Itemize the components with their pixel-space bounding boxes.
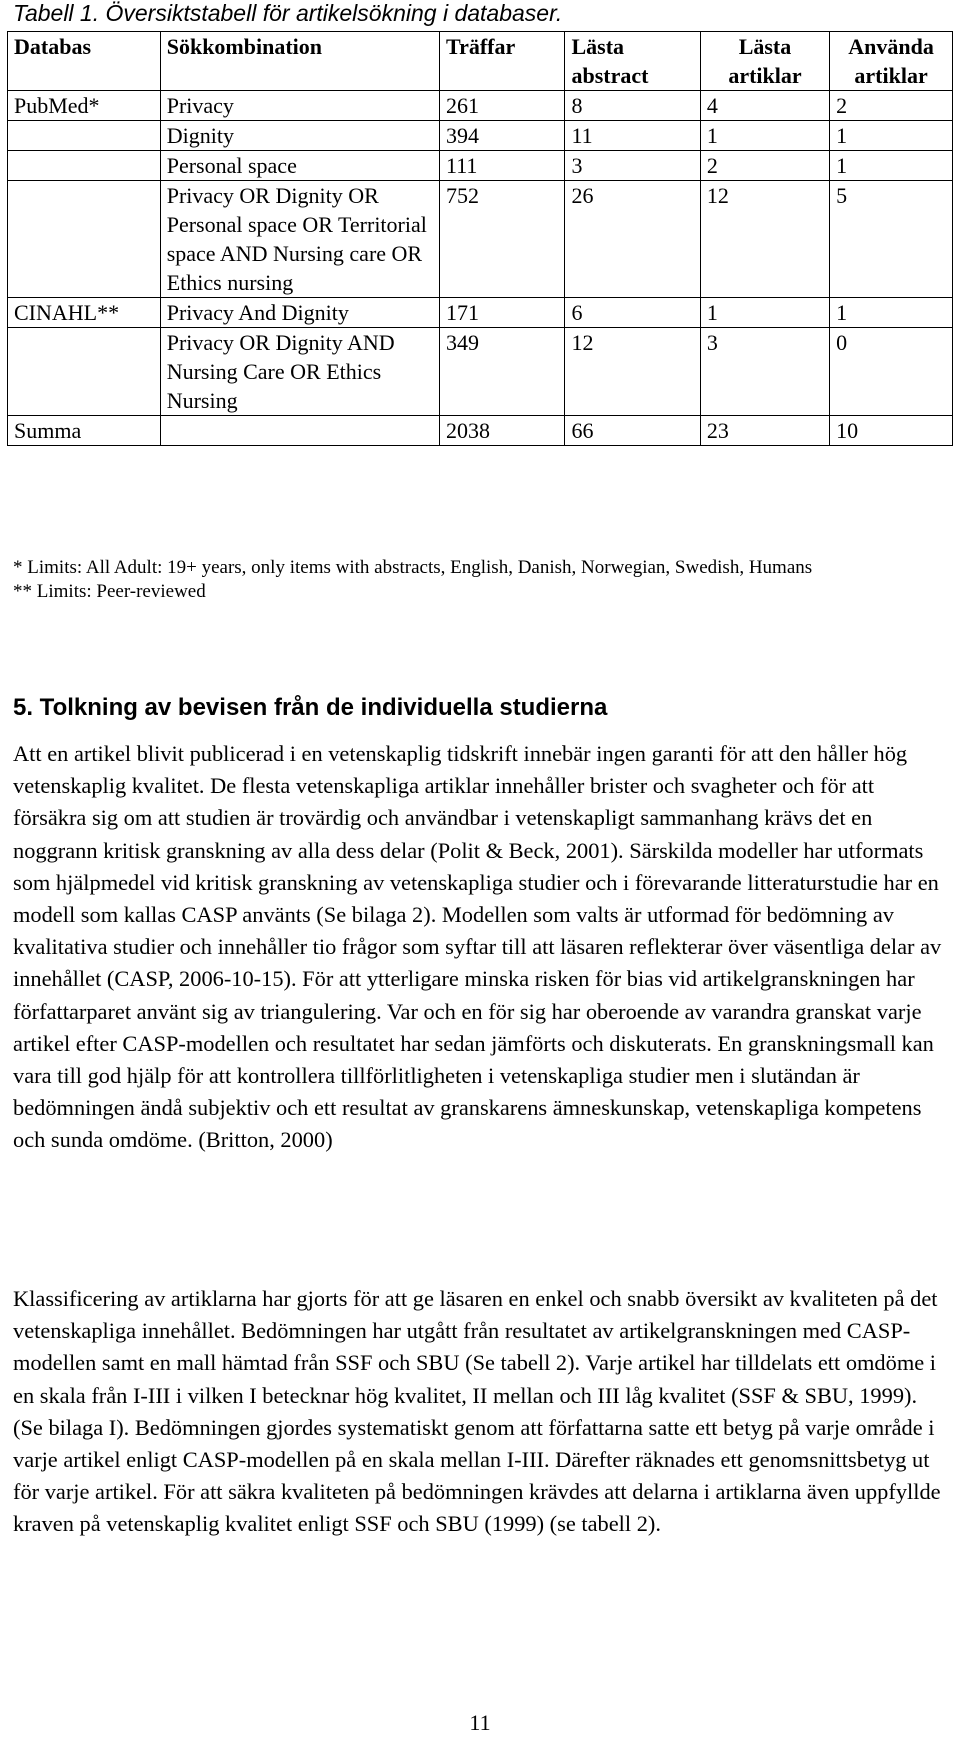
cell-search-combination: Dignity: [160, 121, 439, 151]
cell-read-abstracts: 6: [565, 298, 700, 328]
cell-read-abstracts: 8: [565, 91, 700, 121]
table-footnotes: [13, 556, 948, 604]
cell-read-articles: 12: [700, 181, 829, 298]
table-row: [8, 151, 953, 181]
cell-read-articles: 4: [700, 91, 829, 121]
cell-total-label: Summa: [8, 416, 161, 446]
cell-database: [8, 151, 161, 181]
table-header-row: [8, 32, 953, 91]
cell-database: [8, 121, 161, 151]
cell-total-used: 10: [830, 416, 953, 446]
table-row: [8, 328, 953, 416]
table-row: [8, 91, 953, 121]
cell-hits: 171: [440, 298, 565, 328]
cell-search-combination: Privacy OR Dignity OR Personal space OR Territorial space AND Nursing care OR Ethics nursing: [160, 181, 439, 298]
footnote-limits-pubmed: * Limits: All Adult: 19+ years, only items with abstracts, English, Danish, Norwegian, Swedish, Humans: [13, 557, 813, 578]
cell-search-combination: Privacy: [160, 91, 439, 121]
cell-read-articles: 2: [700, 151, 829, 181]
cell-database: [8, 328, 161, 416]
header-database: Databas: [8, 32, 161, 91]
cell-read-articles: 3: [700, 328, 829, 416]
footnote-limits-cinahl: ** Limits: Peer-reviewed: [13, 581, 206, 602]
cell-read-abstracts: 3: [565, 151, 700, 181]
cell-search-combination: [160, 416, 439, 446]
header-search-combination: Sökkombination: [160, 32, 439, 91]
body-paragraph: Att en artikel blivit publicerad i en vetenskaplig tidskrift innebär ingen garanti för att den håller hög vetenskaplig kvalitet. De flesta vetenskapliga artiklar innehåller brister och svagheter och för att försäkra sig om att studien är trovärdig och användbar i vetenskapligt sammanhang krävs det en noggrann kritisk granskning av alla dess delar (Polit & Beck, 2001). Särskilda modeller har utformats som hjälpmedel vid kritisk granskning av vetenskapliga studier och i förevarande litteraturstudie har en modell som kallas CASP använts (Se bilaga 2). Modellen som valts är utformad för bedömning av kvalitativa studier och innehåller tio frågor som syftar till att läsaren reflekterar över väsentliga delar av innehållet (CASP, 2006-10-15). För att ytterligare minska risken för bias vid artikelgranskningen har författarparet använt sig av triangulering. Var och en för sig har oberoende av varandra granskat varje artikel efter CASP-modellen och resultatet har sedan jämförts och diskuterats. En granskningsmall kan vara till god hjälp för att kontrollera tillförlitligheten i vetenskapliga studier men i slutändan är bedömningen ändå subjektiv och ett resultat av granskarens ämneskunskap, vetenskapliga kompetens och sunda omdöme. (Britton, 2000): [13, 741, 942, 1153]
cell-total-abstracts: 66: [565, 416, 700, 446]
table-row: [8, 298, 953, 328]
cell-read-articles: 1: [700, 298, 829, 328]
cell-database: [8, 181, 161, 298]
cell-used-articles: 0: [830, 328, 953, 416]
section-heading: 5. Tolkning av bevisen från de individuella studierna: [13, 694, 608, 721]
cell-total-articles: 23: [700, 416, 829, 446]
page-number: 11: [469, 1710, 491, 1735]
cell-used-articles: 1: [830, 298, 953, 328]
cell-hits: 261: [440, 91, 565, 121]
cell-search-combination: Privacy And Dignity: [160, 298, 439, 328]
cell-database: PubMed*: [8, 91, 161, 121]
header-read-articles: Lästa artiklar: [700, 32, 829, 91]
header-hits: Träffar: [440, 32, 565, 91]
cell-hits: 394: [440, 121, 565, 151]
table-row: [8, 121, 953, 151]
cell-hits: 752: [440, 181, 565, 298]
cell-read-articles: 1: [700, 121, 829, 151]
search-overview-table: [7, 31, 953, 446]
cell-total-hits: 2038: [440, 416, 565, 446]
cell-used-articles: 1: [830, 121, 953, 151]
table-row: [8, 181, 953, 298]
cell-database: CINAHL**: [8, 298, 161, 328]
cell-used-articles: 1: [830, 151, 953, 181]
cell-hits: 111: [440, 151, 565, 181]
table-total-row: [8, 416, 953, 446]
cell-used-articles: 2: [830, 91, 953, 121]
body-paragraph: Klassificering av artiklarna har gjorts för att ge läsaren en enkel och snabb översikt av kvaliteten på det vetenskapliga innehållet. Bedömningen har utgått från resultatet av artikelgranskningen med CASP-modellen samt en mall hämtad från SSF och SBU (Se tabell 2). Varje artikel har tilldelats ett omdöme i en skala från I-III i vilken I betecknar hög kvalitet, II mellan och III låg kvalitet (SSF & SBU, 1999). (Se bilaga I). Bedömningen gjordes systematiskt genom att författarna satte ett betyg på varje område i varje artikel enligt CASP-modellen på en skala mellan I-III. Därefter räknades ett genomsnittsbetyg ut för varje artikel. För att säkra kvaliteten på bedömningen krävdes att delarna i artiklarna även uppfyllde kraven på vetenskaplig kvalitet enligt SSF och SBU (1999) (se tabell 2).: [13, 1286, 941, 1537]
cell-hits: 349: [440, 328, 565, 416]
cell-read-abstracts: 26: [565, 181, 700, 298]
cell-search-combination: Personal space: [160, 151, 439, 181]
table-caption: Tabell 1. Översiktstabell för artikelsökning i databaser.: [13, 0, 563, 26]
cell-read-abstracts: 11: [565, 121, 700, 151]
cell-used-articles: 5: [830, 181, 953, 298]
cell-search-combination: Privacy OR Dignity AND Nursing Care OR Ethics Nursing: [160, 328, 439, 416]
cell-read-abstracts: 12: [565, 328, 700, 416]
header-used-articles: Använda artiklar: [830, 32, 953, 91]
header-read-abstracts: Lästa abstract: [565, 32, 700, 91]
